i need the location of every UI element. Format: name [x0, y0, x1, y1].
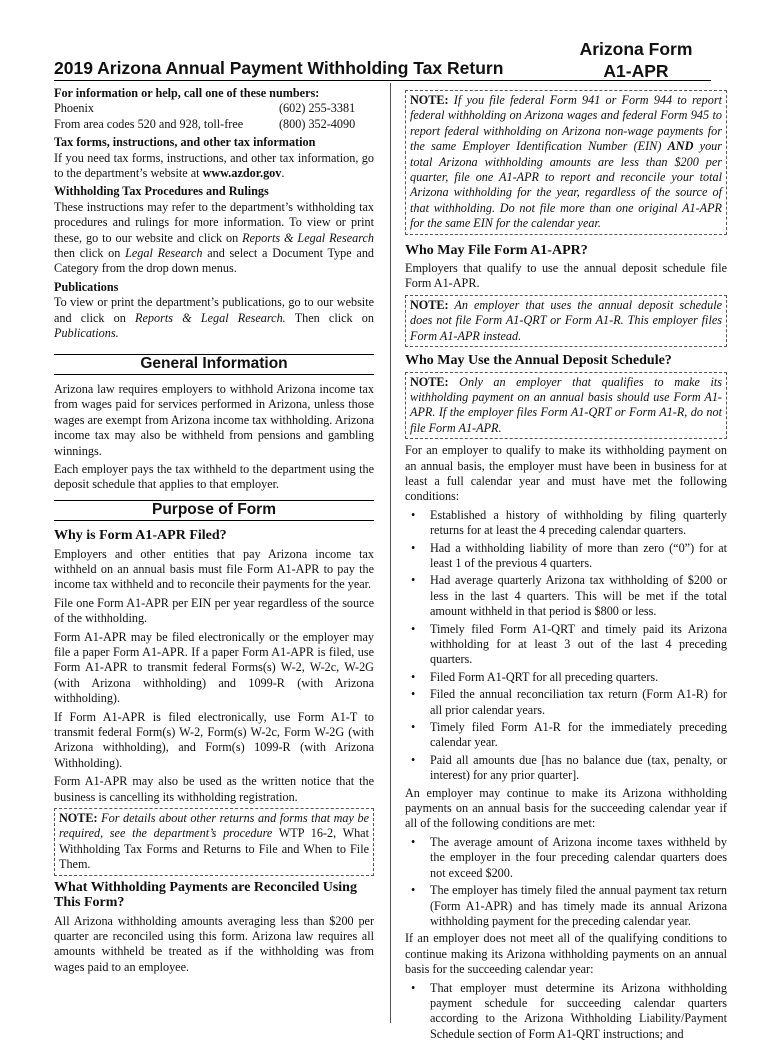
- publications-text-1: To view or print the department’s publications, go to our website and click on: [54, 295, 374, 325]
- page-title: 2019 Arizona Annual Payment Withholding Tax Return: [54, 58, 504, 78]
- list-item: • The employer has timely filed the annual payment tax return (Form A1-APR) and has timely made its annual Arizona withholding payment for the preceding calendar year.: [405, 883, 727, 929]
- list-item: • Had a withholding liability of more than zero (“0”) for at least 1 of the previous 4 quarters.: [405, 541, 727, 572]
- title-rule: [54, 80, 711, 81]
- left-column: [54, 86, 374, 978]
- what-reconciled-heading: What Withholding Payments are Reconciled Using This Form?: [54, 879, 357, 911]
- note-label: NOTE:: [410, 93, 449, 107]
- procedures-text: [54, 200, 374, 277]
- purpose-note: [54, 808, 374, 876]
- contact-heading: For information or help, call one of these numbers:: [54, 86, 320, 100]
- qualify-note: [405, 372, 727, 440]
- continue-intro: An employer may continue to make its Arizona withholding payments on an annual basis for the succeeding calendar year if all of the following conditions are met:: [405, 785, 727, 831]
- qualify-intro: For an employer to qualify to make its withholding payment on an annual basis, the employer must have been in business for at least a full calendar year and must have met the following conditions:: [405, 443, 727, 504]
- list-item: • Timely filed Form A1-QRT and timely paid its Arizona withholding for at least 3 out of the last 4 preceding quarters.: [405, 622, 727, 668]
- deposit-note-text: An employer that uses the annual deposit schedule does not file Form A1-QRT or Form A1-R. This employer files Form A1-APR instead.: [410, 297, 722, 343]
- note-label: NOTE:: [410, 374, 449, 389]
- publications-reports-link[interactable]: Reports & Legal Research.: [135, 310, 286, 325]
- federal-note-text-2: your total Arizona withholding amounts are less than $200 per quarter, file one A1-APR to report and reconcile your total Arizona withholding for the year, regardless of the source of that withholding. Do not file more than one original A1-APR for the same EIN for the calendar year.: [410, 139, 723, 231]
- not-meet-intro: If an employer does not meet all of the qualifying conditions to continue making its Arizona withholding payments on an annual basis for the succeeding calendar year:: [405, 931, 727, 977]
- list-item: • Filed Form A1-QRT for all preceding quarters.: [405, 670, 727, 685]
- column-divider: [390, 83, 391, 1023]
- purpose-p5: Form A1-APR may also be used as the written notice that the business is cancelling its withholding registration.: [54, 774, 374, 804]
- why-filed-heading: Why is Form A1-APR Filed?: [54, 528, 227, 544]
- publications-heading: Publications: [54, 279, 119, 294]
- qualify-note-text: Only an employer that qualifies to make its withholding payment on an annual basis should use Form A1-APR. If the employer files Form A1-QRT or Form A1-R, do not file Form A1-APR.: [410, 374, 722, 435]
- areacode-number: (800) 352-4090: [279, 116, 356, 131]
- note-label: NOTE:: [59, 811, 98, 826]
- form-name: [576, 38, 696, 82]
- publications-link[interactable]: Publications.: [54, 326, 119, 341]
- contact-info: [54, 86, 374, 342]
- list-item: • The average amount of Arizona income taxes withheld by the employer in the four preceding calendar quarters does not exceed $200.: [405, 835, 727, 881]
- publications-text: [54, 295, 374, 341]
- continue-conditions-list: [405, 835, 727, 929]
- list-item: • Paid all amounts due [has no balance due (tax, penalty, or interest) for any prior quarter].: [405, 753, 727, 784]
- forms-text-body: If you need tax forms, instructions, and other tax information, go to the department’s website at: [54, 150, 374, 181]
- publications-text-2: Then click on: [285, 310, 374, 325]
- procedures-text-2: then click on: [54, 246, 126, 261]
- procedures-heading: Withholding Tax Procedures and Rulings: [54, 184, 269, 199]
- who-may-file-heading: Who May File Form A1-APR?: [405, 242, 588, 258]
- right-column: [405, 86, 727, 1044]
- areacode-label: From area codes 520 and 928, toll-free: [54, 116, 244, 131]
- form-name-line1: Arizona Form: [579, 39, 693, 59]
- note-label: NOTE:: [410, 297, 449, 312]
- general-p1: Arizona law requires employers to withhold Arizona income tax from wages paid for services performed in Arizona, unless those wages are exempt from Arizona income tax withholding. Arizona income tax may also be withheld from pensions and gambling winnings.: [54, 381, 374, 458]
- deposit-schedule-note: [405, 295, 727, 347]
- purpose-p6: All Arizona withholding amounts averaging less than $200 per quarter are reconciled using this form. Arizona law requires all amounts withheld be treated as if the withholding was from wages paid to an employee.: [54, 913, 374, 974]
- forms-period: .: [281, 166, 285, 181]
- procedures-text-3: and select a Document Type and Category from the drop down menus.: [54, 246, 375, 276]
- who-may-use-heading: Who May Use the Annual Deposit Schedule?: [405, 353, 672, 369]
- note-italic: For details about other returns and forms that may be required, see the department’s procedure: [59, 811, 369, 841]
- federal-note: [405, 90, 727, 235]
- reports-legal-link[interactable]: Reports & Legal Research: [242, 230, 374, 245]
- who-may-file-text: Employers that qualify to use the annual deposit schedule file Form A1-APR.: [405, 261, 727, 291]
- federal-note-text: If you file federal Form 941 or Form 944 to report federal withholding on Arizona wages and federal Form 945 to report federal withholding on Arizona non-wage payments for the same Employer Identification Number (EIN): [410, 93, 722, 154]
- general-info-heading: General Information: [54, 354, 374, 375]
- note-rest: WTP 16-2, What Withholding Tax Forms and Returns to File and When to File Them.: [59, 826, 369, 872]
- purpose-p3: Form A1-APR may be filed electronically or the employer may file a paper Form A1-APR. If a paper Form A1-APR is filed, use Form A1-APR to transmit federal Forms(s) W-2, W-2c, W-2G (with Arizona withholding) and 1099-R (with Arizona withholding).: [54, 629, 374, 706]
- phoenix-row: [54, 101, 374, 116]
- conditions-list: [405, 508, 727, 784]
- not-meet-conditions-list: [405, 981, 727, 1043]
- purpose-heading: Purpose of Form: [54, 500, 374, 521]
- list-item: • Timely filed Form A1-R for the immediately preceding calendar year.: [405, 720, 727, 751]
- procedures-text-1: These instructions may refer to the department’s withholding tax procedures and rulings for more information. To view or print these, go to our website and click on: [54, 199, 374, 245]
- form-name-line2: A1-APR: [603, 61, 669, 81]
- purpose-p4: If Form A1-APR is filed electronically, use Form A1-T to transmit federal Form(s) W-2, Form(s) W-2c, Form W-2G (with Arizona withholding), and Form(s) 1099-R (with Arizona Withholding).: [54, 709, 374, 770]
- list-item: • Filed the annual reconciliation tax return (Form A1-R) for all prior calendar years.: [405, 687, 727, 718]
- areacode-row: [54, 117, 374, 132]
- forms-heading: Tax forms, instructions, and other tax information: [54, 135, 316, 150]
- forms-text: [54, 151, 374, 182]
- legal-research-link[interactable]: Legal Research: [125, 246, 203, 261]
- list-item: • That employer must determine its Arizona withholding payment schedule for succeeding calendar quarters according to the Arizona Withholding Liability/Payment Schedule section of Form A1-QRT instructions; and: [405, 981, 727, 1043]
- website-link[interactable]: www.azdor.gov: [202, 166, 282, 181]
- phoenix-number: (602) 255-3381: [279, 101, 356, 116]
- federal-note-and: AND: [667, 139, 694, 154]
- list-item: • Had average quarterly Arizona tax withholding of $200 or less in the last 4 quarters. This will be met if the total amount withheld in that period is $800 or less.: [405, 573, 727, 619]
- purpose-p2: File one Form A1-APR per EIN per year regardless of the source of the withholding.: [54, 595, 374, 626]
- general-p2: Each employer pays the tax withheld to the department using the deposit schedule that applies to that employer.: [54, 461, 374, 492]
- purpose-p1: Employers and other entities that pay Arizona income tax withheld on an annual basis must file Form A1-APR to pay the income tax withheld and to reconcile their payments for the year.: [54, 546, 374, 592]
- list-item: • Established a history of withholding by filing quarterly returns for at least the 4 preceding calendar quarters.: [405, 508, 727, 539]
- phoenix-label: Phoenix: [54, 101, 94, 116]
